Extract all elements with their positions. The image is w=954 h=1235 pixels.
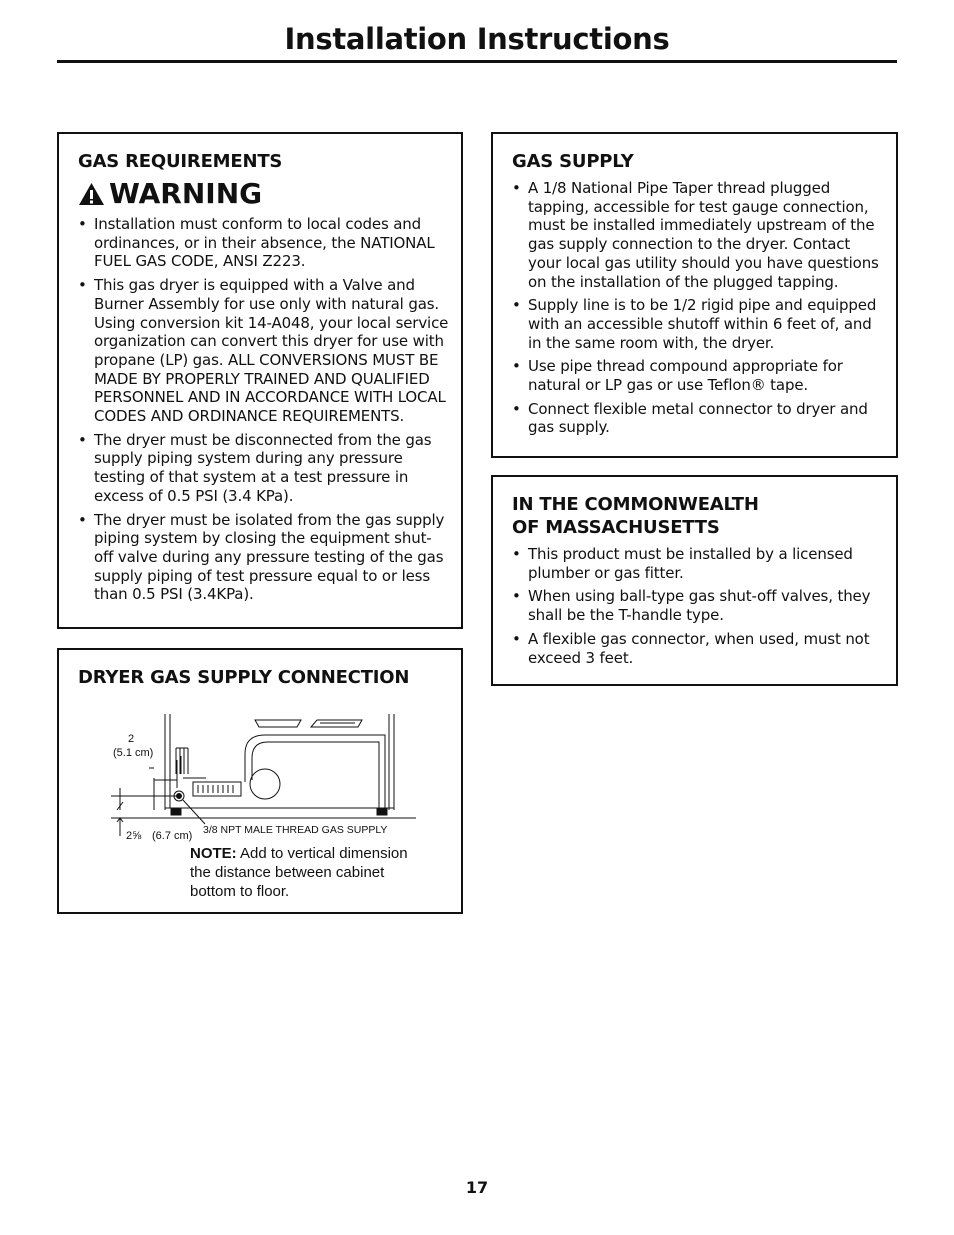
list-item: • This product must be installed by a licensed plumber or gas fitter. [512, 545, 886, 582]
dim-vertical-label: 2⅝ [126, 830, 142, 842]
gas-supply-list [512, 179, 886, 437]
gas-requirements-list [78, 215, 451, 604]
gas-supply-thread-label: 3/8 NPT MALE THREAD GAS SUPPLY [203, 824, 388, 836]
list-item: • This gas dryer is equipped with a Valve and Burner Assembly for use only with natural gas. Using conversion kit 14-A048, your local service organization can convert this dryer for use with propane (LP) gas. ALL CONVERSIONS MUST BE MADE BY PROPERLY TRAINED AND QUALIFIED PERSONNEL AND IN ACCORDANCE WITH LOCAL CODES AND ORDINANCE REQUIREMENTS. [78, 276, 451, 426]
note-text: Add to vertical dimension the distance between cabinet bottom to floor. [190, 845, 408, 900]
dim-horizontal-label: 2 [128, 733, 135, 745]
list-item: • Connect flexible metal connector to dryer and gas supply. [512, 400, 886, 437]
massachusetts-list [512, 545, 886, 667]
list-item: • Supply line is to be 1/2 rigid pipe and equipped with an accessible shutoff within 6 feet of, and in the same room with, the dryer. [512, 296, 886, 352]
list-item: • The dryer must be isolated from the gas supply piping system by closing the equipment shut-off valve during any pressure testing of the gas supply piping of test pressure equal to or less than 0.5 PSI (3.4KPa). [78, 511, 451, 605]
list-item: • Use pipe thread compound appropriate for natural or LP gas or use Teflon® tape. [512, 357, 886, 394]
list-item: • The dryer must be disconnected from the gas supply piping system during any pressure testing of that system at a test pressure in excess of 0.5 PSI (3.4 KPa). [78, 431, 451, 506]
massachusetts-heading [512, 493, 886, 539]
warning-label: WARNING [109, 177, 263, 210]
page-title: Installation Instructions [57, 22, 897, 63]
page-number: 17 [465, 1178, 489, 1197]
list-item: • Installation must conform to local codes and ordinances, or in their absence, the NATIONAL FUEL GAS CODE, ANSI Z223. [78, 215, 451, 271]
massachusetts-heading-line2: OF MASSACHUSETTS [512, 517, 720, 538]
gas-supply-box [491, 132, 898, 458]
diagram-note [190, 844, 420, 901]
list-item: • When using ball-type gas shut-off valves, they shall be the T-handle type. [512, 587, 886, 624]
list-item: • A flexible gas connector, when used, must not exceed 3 feet. [512, 630, 886, 667]
gas-requirements-heading: GAS REQUIREMENTS [78, 151, 283, 172]
massachusetts-box [491, 475, 898, 686]
note-label: NOTE: [190, 845, 237, 862]
massachusetts-heading-line1: IN THE COMMONWEALTH [512, 494, 759, 515]
gas-requirements-box [57, 132, 463, 629]
list-item: • A 1/8 National Pipe Taper thread plugged tapping, accessible for test gauge connection, must be installed immediately upstream of the gas supply connection to the dryer. Contact your local gas utility should you have questions on the installation of the plugged tapping. [512, 179, 886, 291]
warning-triangle-icon [78, 182, 105, 206]
dim-vertical-metric-label: (6.7 cm) [152, 830, 193, 842]
gas-supply-heading: GAS SUPPLY [512, 151, 634, 172]
dim-horizontal-metric-label: (5.1 cm) [113, 747, 154, 759]
gas-connection-box [57, 648, 463, 914]
gas-connection-heading: DRYER GAS SUPPLY CONNECTION [78, 667, 410, 688]
warning-banner [78, 179, 451, 209]
